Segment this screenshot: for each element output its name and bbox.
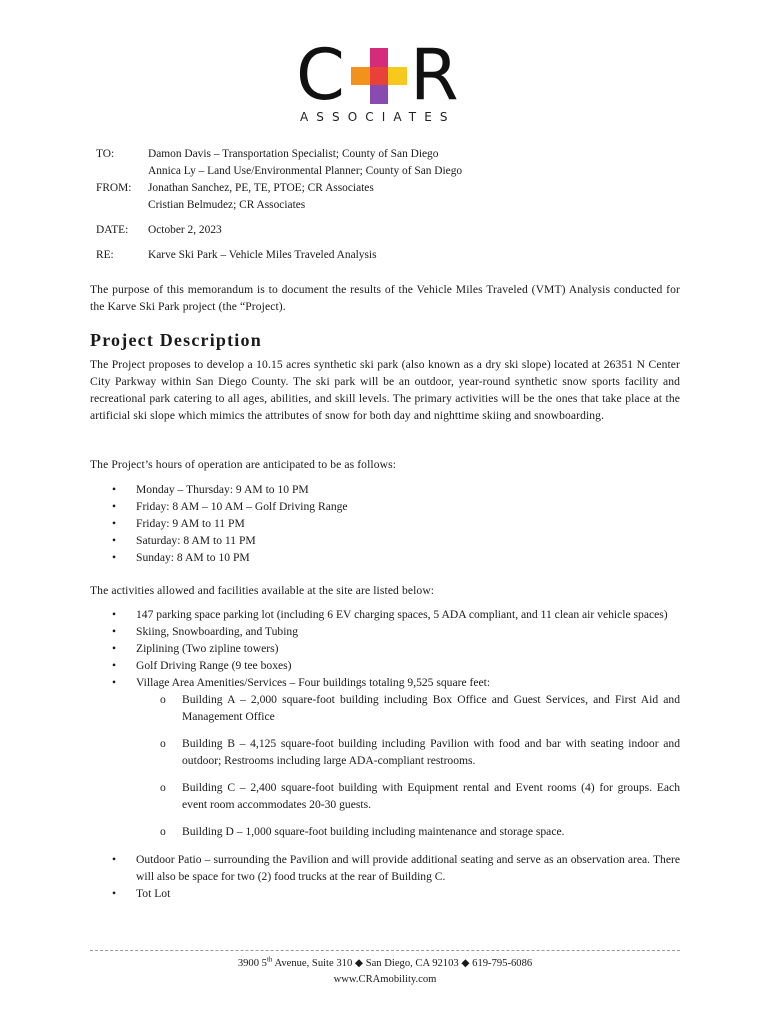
activity-text: Outdoor Patio – surrounding the Pavilion and will provide additional seating and serve as an observation area. There will also be space for two (2) food trucks at the rear of Building C. xyxy=(136,853,680,883)
footer-city: San Diego, CA 92103 xyxy=(365,958,459,969)
date-label: DATE: xyxy=(96,224,129,236)
logo-letter-c: C xyxy=(296,34,345,116)
list-item xyxy=(112,549,680,566)
bullet-icon: • xyxy=(112,887,117,900)
list-item xyxy=(112,885,680,902)
sub-list-item xyxy=(160,691,680,725)
footer-address-street: Avenue, Suite 310 xyxy=(272,958,353,969)
logo-mark xyxy=(296,34,466,116)
description-paragraph: The Project proposes to develop a 10.15 acres synthetic ski park (also known as a dry ski slope) located at 26351 N Center City Parkway within San Diego County. The ski park will be an outdoor, year-round synthetic snow sports facility and recreational park catering to all ages, abilities, and skill levels. The primary activities will be the ones that take place at the artificial ski slope which mimics the attributes of snow for both day and nighttime skiing and snowboarding. xyxy=(90,358,680,422)
activities-list xyxy=(112,606,680,902)
from-value xyxy=(148,180,374,214)
bullet-icon: • xyxy=(112,534,117,547)
bullet-icon: • xyxy=(112,483,117,496)
footer-address-sup: th xyxy=(266,955,273,964)
activity-text: 147 parking space parking lot (including 6 EV charging spaces, 5 ADA compliant, and 11 clean air vehicle spaces) xyxy=(136,608,668,621)
footer-address-line xyxy=(90,956,680,972)
list-item xyxy=(112,851,680,885)
memo-re-row xyxy=(96,247,696,264)
re-text: Karve Ski Park – Vehicle Miles Traveled Analysis xyxy=(148,249,377,261)
footer-address-number: 3900 5 xyxy=(237,958,267,969)
hours-item-text: Sunday: 8 AM to 10 PM xyxy=(136,551,250,564)
activity-text: Golf Driving Range (9 tee boxes) xyxy=(136,659,292,672)
date-text: October 2, 2023 xyxy=(148,224,222,236)
activity-text: Tot Lot xyxy=(136,887,171,900)
to-line: Damon Davis – Transportation Specialist; County of San Diego xyxy=(148,148,439,160)
hours-list xyxy=(112,481,680,566)
list-item xyxy=(112,532,680,549)
from-label: FROM: xyxy=(96,182,132,194)
sub-bullet-icon: o xyxy=(160,693,166,706)
bullet-icon: • xyxy=(112,500,117,513)
to-value xyxy=(148,146,462,180)
memo-from-row xyxy=(96,180,696,214)
to-label: TO: xyxy=(96,148,115,160)
building-text: Building D – 1,000 square-foot building including maintenance and storage space. xyxy=(182,825,565,838)
re-label: RE: xyxy=(96,249,114,261)
bullet-icon: • xyxy=(112,853,117,866)
hours-intro: The Project’s hours of operation are anticipated to be as follows: xyxy=(90,458,397,471)
activity-text: Skiing, Snowboarding, and Tubing xyxy=(136,625,299,638)
logo-letter-r: R xyxy=(410,34,459,116)
buildings-sublist xyxy=(136,691,680,840)
cr-associates-logo xyxy=(296,34,476,128)
bullet-icon: • xyxy=(112,642,117,655)
activities-intro: The activities allowed and facilities available at the site are listed below: xyxy=(90,584,435,597)
to-line: Annica Ly – Land Use/Environmental Planner; County of San Diego xyxy=(148,165,463,177)
footer xyxy=(90,956,680,988)
bullet-icon: • xyxy=(112,659,117,672)
sub-list-item xyxy=(160,779,680,813)
re-value xyxy=(148,247,377,264)
list-item xyxy=(112,515,680,532)
from-line: Jonathan Sanchez, PE, TE, PTOE; CR Associates xyxy=(148,182,374,194)
bullet-icon: • xyxy=(112,517,117,530)
bullet-icon: • xyxy=(112,551,117,564)
hours-item-text: Friday: 8 AM – 10 AM – Golf Driving Range xyxy=(136,500,348,513)
sub-bullet-icon: o xyxy=(160,825,166,838)
list-item xyxy=(112,623,680,640)
bullet-icon: • xyxy=(112,676,117,689)
memo-to-row xyxy=(96,146,696,180)
sub-bullet-icon: o xyxy=(160,737,166,750)
list-item xyxy=(112,640,680,657)
sub-list-item xyxy=(160,735,680,769)
list-item xyxy=(112,657,680,674)
date-value xyxy=(148,222,222,239)
sub-list-item xyxy=(160,823,680,840)
bullet-icon: • xyxy=(112,625,117,638)
footer-website-link[interactable]: www.CRAmobility.com xyxy=(333,974,437,985)
building-text: Building A – 2,000 square-foot building including Box Office and Guest Services, and First Aid and Management Office xyxy=(182,693,680,723)
list-item xyxy=(112,606,680,623)
bullet-icon: • xyxy=(112,608,117,621)
intro-paragraph: The purpose of this memorandum is to document the results of the Vehicle Miles Traveled (VMT) Analysis conducted for the Karve Ski Park project (the “Project). xyxy=(90,283,680,313)
memo-header xyxy=(96,146,696,264)
plus-cross-icon xyxy=(351,48,407,104)
activity-text: Village Area Amenities/Services – Four buildings totaling 9,525 square feet: xyxy=(136,676,491,689)
hours-item-text: Monday – Thursday: 9 AM to 10 PM xyxy=(136,483,309,496)
diamond-separator-icon: ◆ xyxy=(458,958,473,969)
list-item xyxy=(112,498,680,515)
hours-item-text: Friday: 9 AM to 11 PM xyxy=(136,517,245,530)
list-item xyxy=(112,674,680,840)
diamond-separator-icon: ◆ xyxy=(352,958,366,969)
building-text: Building B – 4,125 square-foot building including Pavilion with food and bar with seating indoor and outdoor; Restrooms including large ADA-compliant restrooms. xyxy=(182,737,680,767)
memo-date-row xyxy=(96,222,696,239)
from-line: Cristian Belmudez; CR Associates xyxy=(148,199,306,211)
list-item xyxy=(112,481,680,498)
sub-bullet-icon: o xyxy=(160,781,166,794)
footer-phone: 619-795-6086 xyxy=(472,958,533,969)
footer-divider xyxy=(90,950,680,951)
building-text: Building C – 2,400 square-foot building with Equipment rental and Event rooms (4) for groups. Each event room accommodates 20-30 guests. xyxy=(182,781,680,811)
section-heading: Project Description xyxy=(90,330,262,350)
logo-subtitle: ASSOCIATES xyxy=(300,110,456,124)
hours-item-text: Saturday: 8 AM to 11 PM xyxy=(136,534,256,547)
activity-text: Ziplining (Two zipline towers) xyxy=(136,642,279,655)
